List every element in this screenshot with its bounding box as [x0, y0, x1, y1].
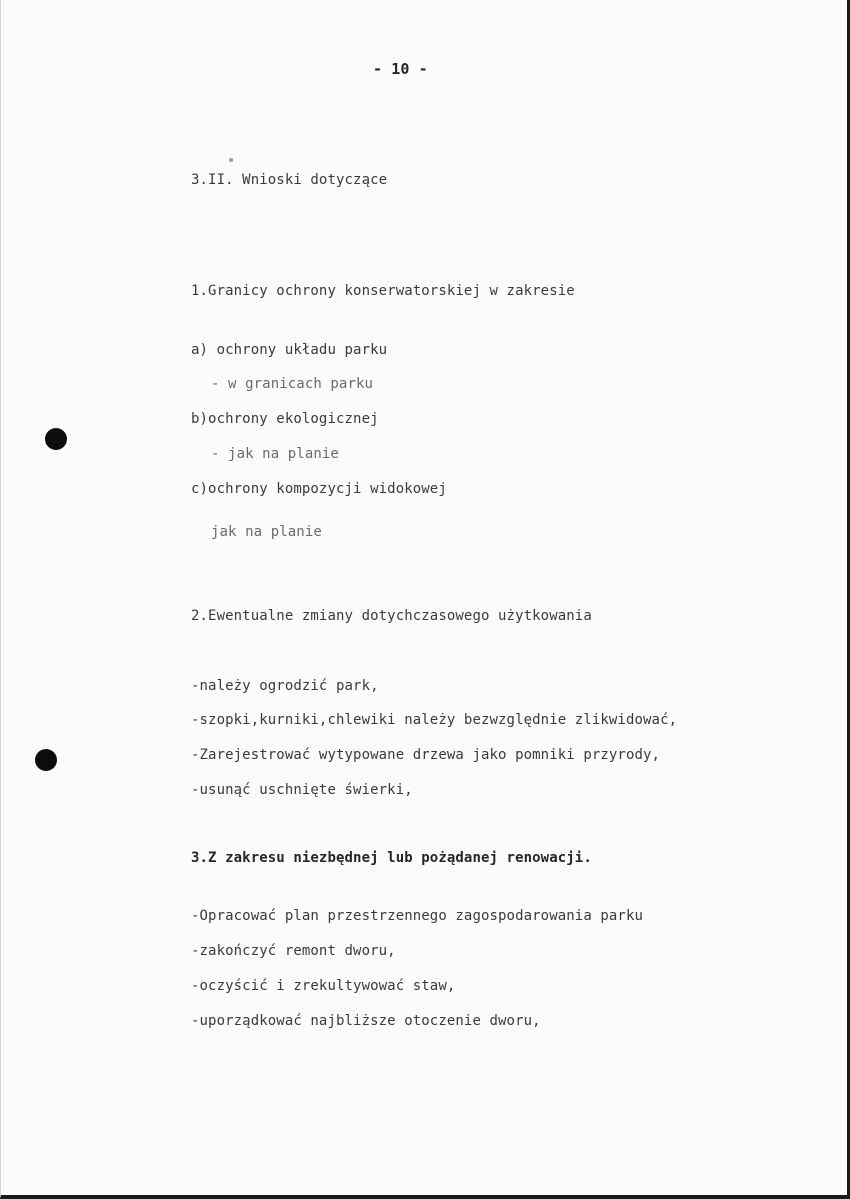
- item1-b: b)ochrony ekologicznej: [191, 411, 379, 427]
- item3-heading: 3.Z zakresu niezbędnej lub pożądanej renowacji.: [191, 850, 592, 866]
- item2-line: -należy ogrodzić park,: [191, 678, 379, 694]
- item2-line: -Zarejestrować wytypowane drzewa jako pomniki przyrody,: [191, 747, 661, 763]
- item1-b-detail: - jak na planie: [211, 446, 339, 462]
- item1-a: a) ochrony układu parku: [191, 342, 388, 358]
- paper-speck: [229, 158, 233, 162]
- section-heading: 3.II. Wnioski dotyczące: [191, 172, 388, 188]
- item2-heading: 2.Ewentualne zmiany dotychczasowego użytkowania: [191, 608, 592, 624]
- item1-c: c)ochrony kompozycji widokowej: [191, 481, 447, 497]
- punch-hole: [35, 749, 57, 771]
- item3-line: -uporządkować najbliższe otoczenie dworu,: [191, 1013, 541, 1029]
- item2-line: -szopki,kurniki,chlewiki należy bezwzględnie zlikwidować,: [191, 712, 678, 728]
- item3-line: -oczyścić i zrekultywować staw,: [191, 978, 456, 994]
- item3-line: -Opracować plan przestrzennego zagospodarowania parku: [191, 908, 644, 924]
- item2-line: -usunąć uschnięte świerki,: [191, 782, 413, 798]
- item1-heading: 1.Granicy ochrony konserwatorskiej w zakresie: [191, 283, 575, 299]
- punch-hole: [45, 428, 67, 450]
- item1-c-detail: jak na planie: [211, 524, 322, 540]
- page-number: - 10 -: [373, 60, 428, 78]
- item1-a-detail: - w granicach parku: [211, 376, 374, 392]
- item3-line: -zakończyć remont dworu,: [191, 943, 396, 959]
